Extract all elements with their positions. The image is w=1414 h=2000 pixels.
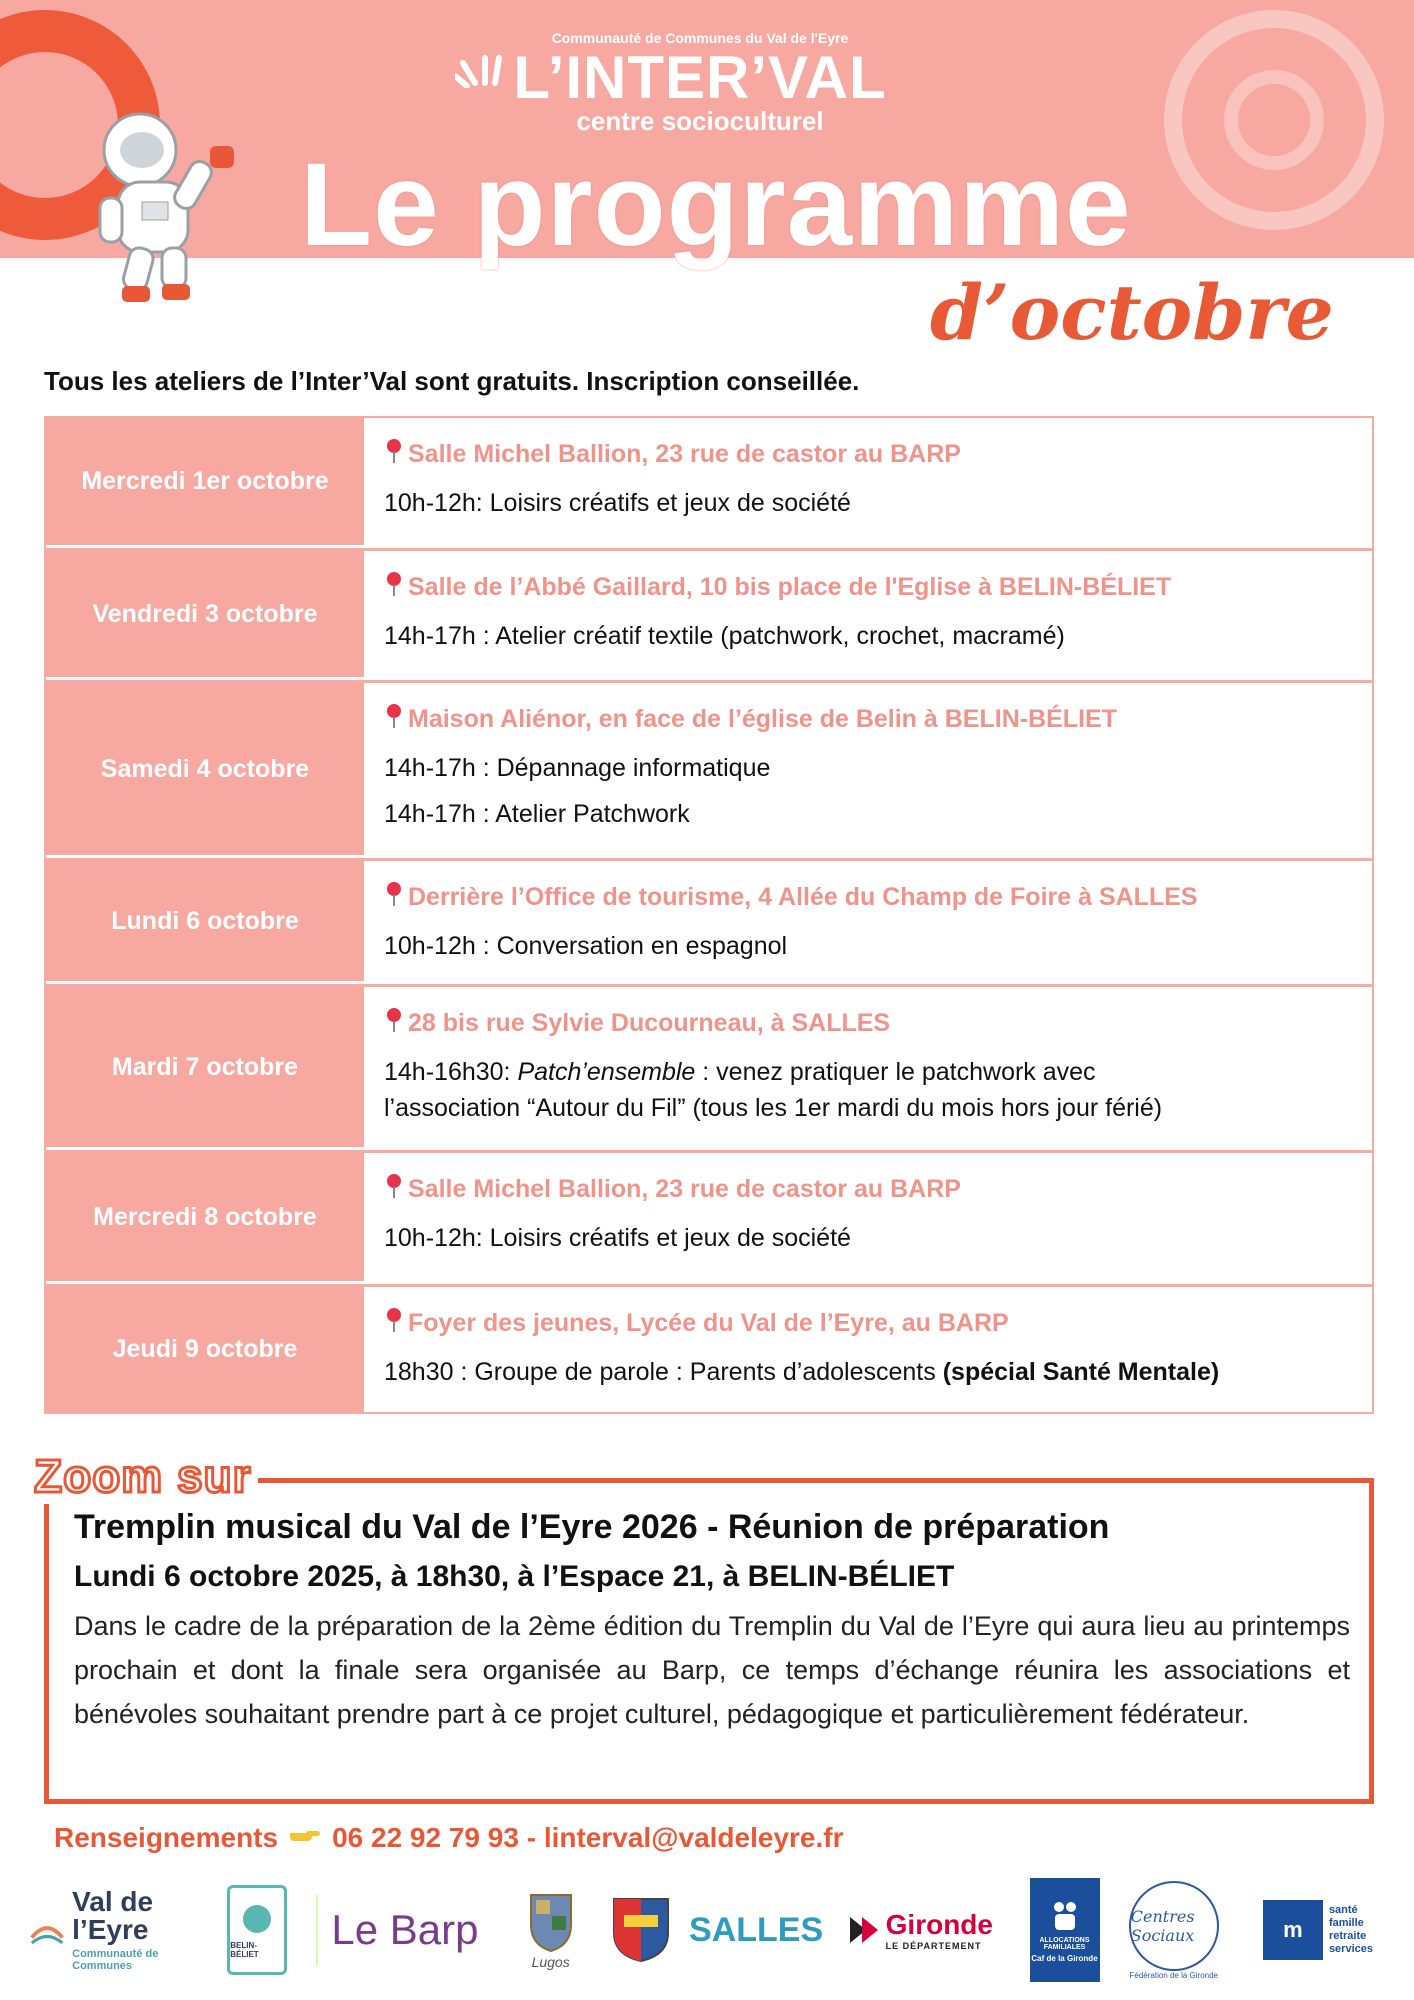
event-desc: 18h30 : Groupe de parole : Parents d’adolescents: [384, 1358, 943, 1386]
org-line: Communauté de Communes du Val de l'Eyre: [551, 30, 849, 46]
gironde-sub: LE DÉPARTEMENT: [885, 1941, 982, 1951]
val-de-leyre-logo: [28, 1885, 198, 1975]
place-text: Maison Aliénor, en face de l’église de Belin à BELIN-BÉLIET: [408, 705, 1117, 733]
place-text: 28 bis rue Sylvie Ducourneau, à SALLES: [408, 1009, 891, 1037]
brand-name: L’INTER’VAL: [513, 44, 887, 111]
pointing-hand-icon: [288, 1822, 322, 1854]
place-text: Salle de l’Abbé Gaillard, 10 bis place de l'Eglise à BELIN-BÉLIET: [408, 573, 1172, 601]
schedule-row: [46, 548, 1372, 680]
contact-phone[interactable]: 06 22 92 79 93: [332, 1822, 519, 1853]
event-line: 14h-17h : Dépannage informatique: [384, 754, 771, 782]
schedule-row: [46, 984, 1372, 1150]
place-text: Foyer des jeunes, Lycée du Val de l’Eyre, au BARP: [408, 1309, 1009, 1337]
salles-name: SALLES: [689, 1910, 824, 1949]
msa-mark-icon: m: [1263, 1900, 1323, 1960]
interval-logo: [460, 30, 940, 137]
event-time: 14h-16h30:: [384, 1058, 518, 1086]
caf-sub: Caf de la Gironde: [1031, 1954, 1098, 1963]
place-text: Salle Michel Ballion, 23 rue de castor au BARP: [408, 440, 961, 468]
day-label: Mercredi 1er octobre: [46, 418, 364, 548]
event-info: [364, 551, 1372, 680]
zoom-title: Tremplin musical du Val de l’Eyre 2026 - Réunion de préparation: [74, 1508, 1110, 1546]
astronaut-illustration: [70, 110, 250, 310]
event-info: [364, 1287, 1372, 1412]
lugos-name: Lugos: [531, 1954, 570, 1970]
contact-separator: -: [518, 1822, 544, 1853]
event-name-italic: Patch’ensemble: [517, 1058, 696, 1086]
event-line: 10h-12h: Loisirs créatifs et jeux de société: [384, 1224, 851, 1252]
contact-label: Renseignements: [54, 1822, 279, 1853]
event-line: 14h-17h : Atelier créatif textile (patchwork, crochet, macramé): [384, 622, 1065, 650]
map-pin-icon: [384, 1173, 404, 1206]
event-line: [384, 1054, 1352, 1090]
schedule-table: [44, 416, 1374, 1414]
event-place: [384, 571, 1352, 604]
schedule-row: [46, 858, 1372, 984]
schedule-row: [46, 418, 1372, 548]
map-pin-icon: [384, 571, 404, 604]
msa-lines: [1329, 1904, 1373, 1956]
contact-email[interactable]: linterval@valdeleyre.fr: [543, 1822, 844, 1853]
day-label: Lundi 6 octobre: [46, 861, 364, 984]
day-label: Mercredi 8 octobre: [46, 1153, 364, 1284]
event-desc: : venez pratiquer le patchwork avec: [695, 1058, 1096, 1086]
event-place: [384, 1307, 1352, 1340]
event-place: [384, 881, 1352, 914]
schedule-row: [46, 680, 1372, 858]
page-subtitle: d’octobre: [930, 268, 1334, 357]
lugos-crest-icon: [526, 1890, 576, 1954]
brand-tagline: centre socioculturel: [576, 106, 824, 136]
val-de-leyre-sub: Communauté de Communes: [72, 1948, 159, 1972]
event-info: [364, 1153, 1372, 1284]
shield-icon: [610, 1895, 672, 1965]
map-pin-icon: [384, 1307, 404, 1340]
msa-line: santé: [1328, 1904, 1358, 1916]
event-info: [364, 861, 1372, 984]
event-line: l’association “Autour du Fil” (tous les 1er mardi du mois hors jour férié): [384, 1094, 1163, 1122]
event-line: 10h-12h : Conversation en espagnol: [384, 932, 788, 960]
contact-line: [54, 1822, 844, 1854]
belin-tree-icon: [237, 1901, 277, 1941]
map-pin-icon: [384, 881, 404, 914]
centres-sociaux-logo: [1129, 1881, 1219, 1980]
event-place: [384, 438, 1352, 471]
msa-logo: [1248, 1895, 1388, 1965]
gironde-logo: [840, 1905, 1000, 1955]
decorative-sun-inner: [1224, 70, 1324, 170]
place-text: Derrière l’Office de tourisme, 4 Allée du Champ de Foire à SALLES: [408, 883, 1198, 911]
event-place: [384, 703, 1352, 736]
zoom-label: Zoom sur: [28, 1448, 258, 1504]
gironde-name: Gironde: [885, 1909, 993, 1940]
gironde-arrow-icon: [848, 1913, 882, 1947]
belin-name: BELIN-BÉLIET: [230, 1941, 259, 1959]
belin-beliet-logo: [227, 1885, 287, 1975]
event-info: [364, 683, 1372, 858]
day-label: Vendredi 3 octobre: [46, 551, 364, 680]
caf-logo: [1030, 1878, 1100, 1982]
intro-text: Tous les ateliers de l’Inter’Val sont gratuits. Inscription conseillée.: [44, 366, 860, 396]
msa-line: services: [1328, 1943, 1373, 1955]
caf-name: ALLOCATIONS FAMILIALES: [1039, 1937, 1090, 1951]
zoom-description: Dans le cadre de la préparation de la 2ème édition du Tremplin du Val de l’Eyre qui aura lieu au printemps prochain et dont la finale sera organisée au Barp, ce temps d’échange réunira les associations et bénévoles souhaitant prendre part à ce projet culturel, pédagogique et particulièrement fédérateur.: [74, 1611, 1350, 1729]
municipal-crest-logo: [610, 1895, 672, 1965]
event-line: 10h-12h: Loisirs créatifs et jeux de société: [384, 489, 851, 517]
event-place: [384, 1173, 1352, 1206]
event-line: 14h-17h : Atelier Patchwork: [384, 800, 690, 828]
salles-logo: [689, 1885, 824, 1975]
map-pin-icon: [384, 703, 404, 736]
schedule-row: [46, 1150, 1372, 1284]
zoom-date: Lundi 6 octobre 2025, à 18h30, à l’Espace 21, à BELIN-BÉLIET: [74, 1560, 955, 1593]
le-barp-logo: Le Barp: [316, 1895, 491, 1965]
event-line: [384, 1354, 1352, 1390]
val-de-leyre-sun-icon: [28, 1905, 66, 1955]
event-info: [364, 987, 1372, 1150]
event-highlight: (spécial Santé Mentale): [942, 1358, 1220, 1386]
place-text: Salle Michel Ballion, 23 rue de castor au BARP: [408, 1175, 961, 1203]
map-pin-icon: [384, 1007, 404, 1040]
event-info: [364, 418, 1372, 548]
centres-sociaux-sub: Fédération de la Gironde: [1129, 1970, 1218, 1980]
day-label: Mardi 7 octobre: [46, 987, 364, 1150]
partner-logos: [28, 1870, 1388, 1990]
centres-sociaux-name: Centres Sociaux: [1129, 1881, 1219, 1971]
caf-family-icon: [1045, 1897, 1085, 1937]
map-pin-icon: [384, 438, 404, 471]
day-label: Jeudi 9 octobre: [46, 1287, 364, 1412]
val-de-leyre-name: Val de l’Eyre: [72, 1886, 154, 1945]
msa-line: retraite: [1328, 1930, 1367, 1942]
lugos-logo: [521, 1880, 581, 1980]
page-title: Le programme: [300, 139, 1132, 271]
header-banner: [0, 0, 1414, 310]
event-place: [384, 1007, 1352, 1040]
schedule-row: [46, 1284, 1372, 1412]
day-label: Samedi 4 octobre: [46, 683, 364, 858]
msa-line: famille: [1328, 1917, 1364, 1929]
